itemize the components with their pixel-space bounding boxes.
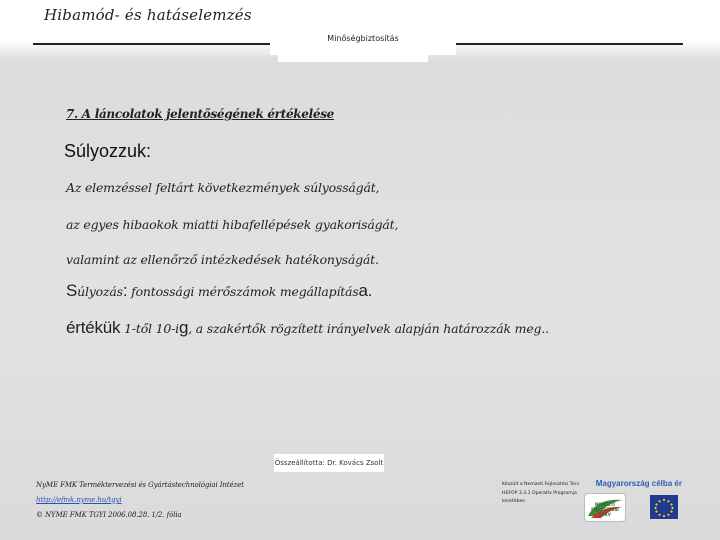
- funding-note: [502, 481, 579, 507]
- weighting-line: [66, 281, 372, 301]
- weighting-end: .: [367, 281, 373, 300]
- header-subtitle-shadow: [278, 52, 428, 62]
- bullet-line-2: az egyes hibaokok miatti hibafellépések gyakoriságát,: [66, 217, 399, 232]
- compiler-credit: Összeállította: Dr. Kovács Zsolt: [274, 454, 384, 472]
- nft-text-1: NEMZETI: [595, 502, 615, 507]
- weighting-body: fontossági mérőszámok megállapítás: [127, 284, 359, 299]
- section-heading: 7. A láncolatok jelentőségének értékelése: [66, 107, 335, 121]
- weighting-colon: :: [122, 281, 128, 300]
- eu-flag-icon: [650, 495, 678, 519]
- footer-left: [36, 478, 244, 523]
- nft-logo: [584, 493, 626, 522]
- rating-part1: érték: [66, 318, 103, 337]
- footer-institute: NyME FMK Terméktervezési és Gyártástechnológiai Intézet: [36, 481, 244, 489]
- rating-part3: , a szakértők rögzített irányelvek alapján határozzák meg..: [188, 321, 549, 336]
- weighting-rest: úlyozás: [77, 284, 123, 299]
- funding-line-2: HEFOP 3.3.1 Operatív Programja: [502, 490, 577, 496]
- funding-line-3: keretében: [502, 499, 526, 504]
- footer-copyright: © NYME FMK TGYI 2006.08.28. 1/2. fólia: [36, 511, 182, 519]
- rating-line: [66, 318, 549, 338]
- funding-logos: [582, 477, 682, 522]
- rating-big-g: g: [178, 318, 189, 337]
- eu-stars-icon: [650, 495, 678, 519]
- bullet-line-1: Az elemzéssel feltárt következmények súlyosságát,: [66, 180, 380, 195]
- funding-line-1: Készült a Nemzeti Fejlesztési Terv: [502, 482, 580, 487]
- header-subtitle: Minőségbiztosítás: [327, 34, 399, 43]
- rating-part2: 1-től 10-i: [120, 321, 179, 336]
- nft-text-2: FEJLESZTÉSI: [591, 507, 619, 512]
- bullet-line-3: valamint az ellenőrző intézkedések hatékonyságát.: [66, 252, 379, 267]
- rating-big-uk: ük: [102, 318, 121, 337]
- nft-logo-text: [585, 502, 625, 517]
- weighting-big-a: a: [358, 281, 368, 300]
- nft-text-3: TERV: [599, 512, 611, 517]
- footer-url-link[interactable]: http://efmk.nyme.hu/tgyi: [36, 496, 122, 504]
- subject-heading: Súlyozzuk:: [64, 141, 152, 161]
- hu-slogan: Magyarország célba ér: [595, 479, 682, 488]
- header-title: Hibamód- és hatáselemzés: [44, 6, 252, 24]
- weighting-big-s: S: [66, 281, 78, 300]
